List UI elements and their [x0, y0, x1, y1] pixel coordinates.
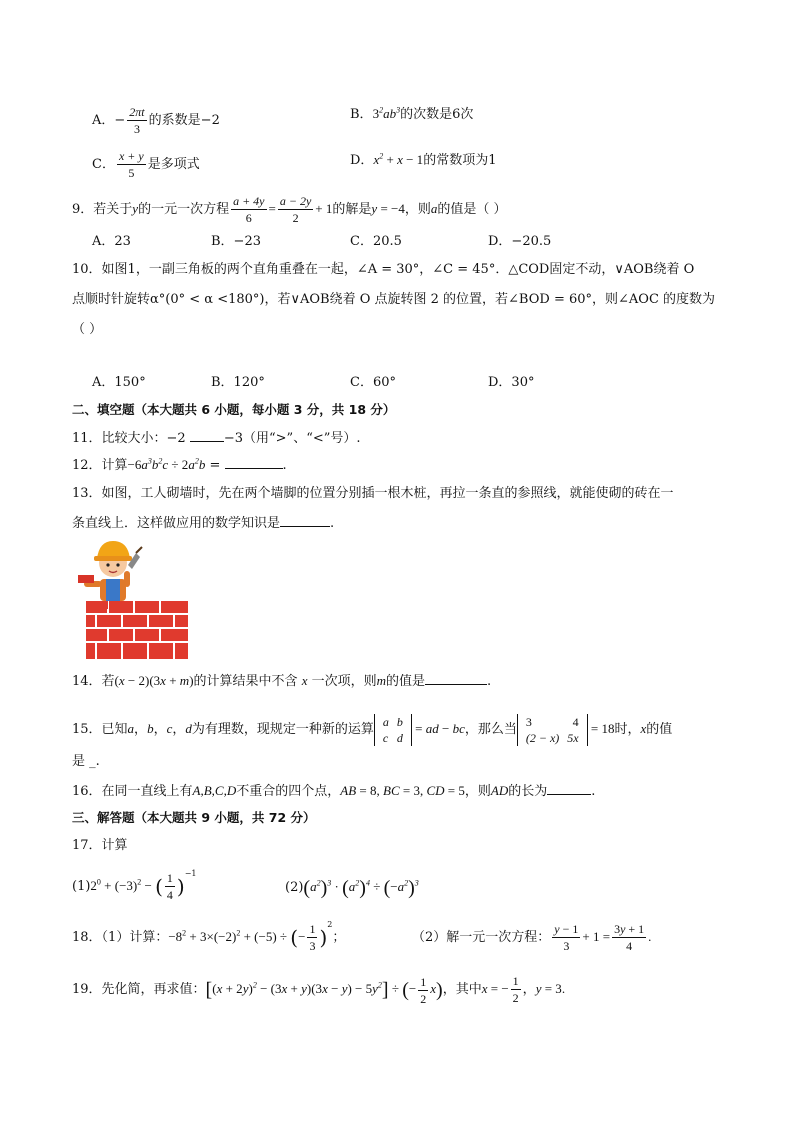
q17-part-2: $(2)(a^2)^3 \cdot (a^2)^4 \div (-a^2)^3$	[285, 877, 419, 900]
q12-blank	[225, 454, 283, 469]
q10-option-b: B．120°	[211, 375, 265, 390]
q8-c-fraction: $\frac{x + y}{5}$	[118, 149, 144, 180]
section-2-heading: 二、填空题（本大题共 6 小题，每小题 3 分，共 18 分）	[72, 402, 396, 417]
brick-wall-icon	[86, 601, 188, 659]
q15-determinant-definition: a b c d	[374, 714, 412, 746]
q14-expression: (x − 2)(3x + m)	[114, 673, 194, 688]
q17-title: 17．计算	[72, 838, 128, 853]
q9-option-a: A．23	[92, 234, 131, 249]
q8-option-d: D．$x^2 + x - 1$的常数项为1	[350, 151, 497, 168]
q19: 19．先化简，再求值：$[(x + 2y)^2 - (3x + y)(3x - y) - 5y^2]$ ÷ (− $\frac{1}{2}$ x)，其中x = − $\frac{1}{2}$ ，y = 3.	[72, 974, 566, 1006]
q15-line-2: 是 _.	[72, 754, 100, 769]
q13-line-1: 13．如图，工人砌墙时，先在两个墙脚的位置分别插一根木桩，再拉一条直的参照线，就能使砌的砖在一	[72, 486, 674, 501]
q11-blank	[190, 427, 224, 442]
q14: 14．若(x − 2)(3x + m)的计算结果中不含 x 一次项，则m的值是 .	[72, 670, 491, 692]
q10-line-2: 点顺时针旋转α°(0° < α <180°)，若∨AOB绕着 O 点旋转图 2 的位置，若∠BOD = 60°，则∠AOC 的度数为	[72, 292, 716, 307]
q10-option-c: C．60°	[350, 375, 396, 390]
q9-stem: 9．若关于y的一元一次方程 $\frac{a + 4y}{6}$ = $\frac{a - 2y}{2}$ + 1的解是y = −4，则a的值是（ ）	[72, 194, 507, 225]
q10-line-1: 10．如图1，一副三角板的两个直角重叠在一起，∠A = 30°，∠C = 45°．△COD固定不动，∨AOB绕着 O	[72, 262, 695, 277]
q10-option-a: A．150°	[92, 375, 146, 390]
q8-option-b: B．$3^2ab^3$的次数是6次	[350, 105, 474, 122]
q8-d-expression: $x^2 + x - 1$	[373, 151, 424, 167]
q12: 12．计算$-6a^3b^2c \div 2a^2b$ = .	[72, 454, 287, 476]
q9-option-b: B．−23	[211, 234, 261, 249]
q13-line-2: 条直线上．这样做应用的数学知识是 .	[72, 512, 334, 534]
q10-line-3: （ ）	[72, 322, 103, 337]
q15-determinant-value: 3 4 (2 − x) 5x	[517, 714, 588, 746]
q16-blank	[547, 780, 591, 795]
q8-a-fraction: $\frac{2\pi t}{3}$	[129, 105, 145, 136]
q17-part-1: $(1)2^0 + (-3)^2$ − ( $\frac{1}{4}$ )$^{-1}$	[72, 869, 197, 902]
section-3-heading: 三、解答题（本大题共 9 小题，共 72 分）	[72, 810, 316, 825]
q8-option-c: C． $\frac{x + y}{5}$ 是多项式	[92, 149, 200, 180]
q9-left-fraction: $\frac{a + 4y}{6}$	[233, 194, 265, 225]
q8-option-a: A．− $\frac{2\pi t}{3}$ 的系数是−2	[92, 105, 220, 136]
q13-blank	[280, 512, 330, 527]
q11: 11．比较大小：−2 −3（用“>”、“<”号）.	[72, 427, 361, 449]
q18-part-1: 18．（1）计算：$-8^2 + 3\times(-2)^2 + (-5)$ ÷ (− $\frac{1}{3}$ )$^2$；	[72, 920, 346, 953]
q18-part-2: （2）解一元一次方程： $\frac{y - 1}{3}$ + 1 = $\frac{3y + 1}{4}$ .	[412, 922, 652, 953]
q9-option-d: D．−20.5	[488, 234, 552, 249]
q8-b-expression: $3^2ab^3$	[372, 105, 401, 121]
q15-line-1: 15．已知a，b，c，d为有理数，现规定一种新的运算 a b c d = ad − bc，那么当 3 4 (2 − x) 5x = 18时，x的值	[72, 714, 673, 745]
q16: 16．在同一直线上有A,B,C,D不重合的四个点，AB = 8, BC = 3, CD = 5，则AD的长为 .	[72, 780, 595, 802]
q12-expression: $-6a^3b^2c \div 2a^2b$	[127, 456, 206, 472]
q9-right-fraction: $\frac{a - 2y}{2}$	[279, 194, 312, 225]
q14-blank	[425, 670, 487, 685]
q9-option-c: C．20.5	[350, 234, 402, 249]
q10-option-d: D．30°	[488, 375, 535, 390]
bricklayer-illustration	[78, 535, 194, 660]
